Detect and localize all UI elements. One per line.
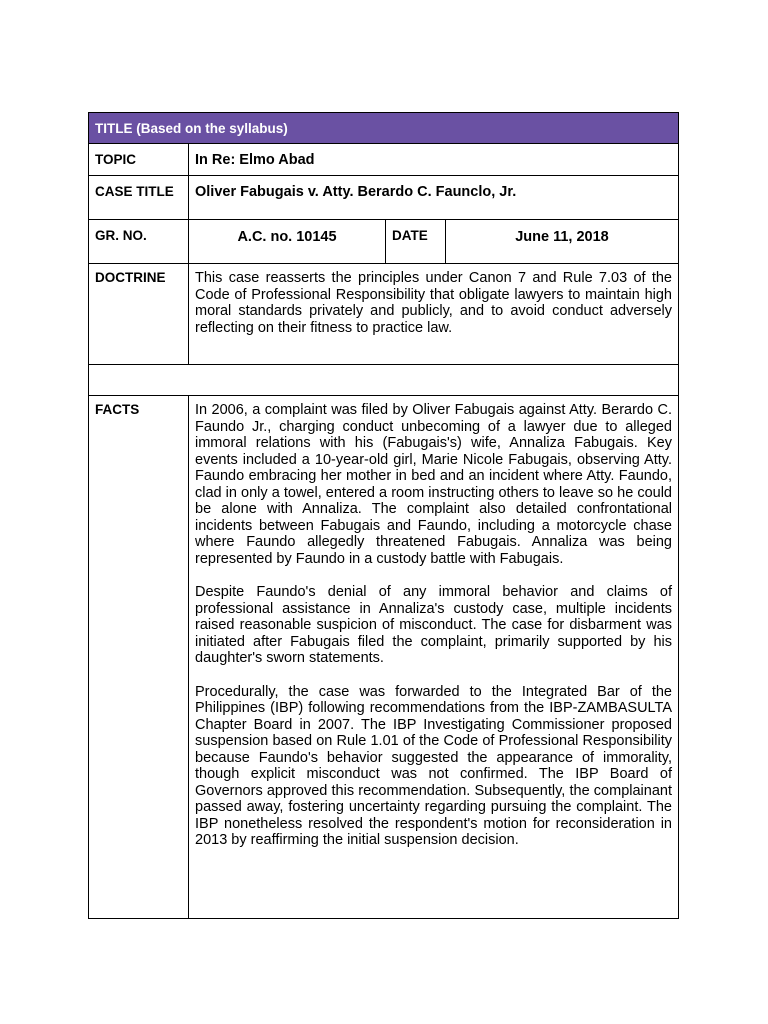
case-digest-table	[88, 112, 679, 919]
topic-row	[89, 144, 678, 176]
gr-label: GR. NO.	[89, 220, 189, 263]
table-title: TITLE (Based on the syllabus)	[95, 120, 288, 136]
facts-row	[89, 396, 678, 918]
spacer-row	[89, 365, 678, 396]
doctrine-text: This case reasserts the principles under Canon 7 and Rule 7.03 of the Code of Professional Responsibility that obligate lawyers to maintain high moral standards privately and publicly, and to avoid conduct adversely reflecting on their fitness to practice law.	[195, 270, 672, 336]
facts-paragraph-1: In 2006, a complaint was filed by Oliver Fabugais against Atty. Berardo C. Faundo Jr., charging conduct unbecoming of a lawyer due to alleged immoral relations with his (Fabugais's) wife, Annaliza Fabugais. Key events included a 10-year-old girl, Marie Nicole Fabugais, observing Atty. Faundo embracing her mother in bed and an incident where Atty. Faundo, clad in only a towel, entered a room instructing others to leave so he could be alone with Annaliza. The complaint also detailed confrontational incidents between Fabugais and Faundo, including a motorcycle chase where Faundo allegedly threatened Fabugais. Annaliza was being represented by Faundo in a custody battle with Fabugais.	[195, 402, 672, 567]
facts-body	[189, 396, 678, 918]
date-label: DATE	[386, 220, 446, 263]
title-row	[89, 113, 678, 144]
facts-label: FACTS	[89, 396, 189, 918]
doctrine-row	[89, 264, 678, 365]
date-value: June 11, 2018	[515, 229, 609, 245]
topic-value: In Re: Elmo Abad	[195, 152, 315, 168]
case-title-label: CASE TITLE	[89, 176, 189, 219]
doctrine-label: DOCTRINE	[89, 264, 189, 364]
topic-label: TOPIC	[89, 144, 189, 175]
case-title-value: Oliver Fabugais v. Atty. Berardo C. Faunclо, Jr.	[195, 184, 517, 200]
gr-value: A.C. no. 10145	[189, 220, 386, 263]
gr-row	[89, 220, 678, 264]
facts-paragraph-2: Despite Faundo's denial of any immoral behavior and claims of professional assistance in Annaliza's custody case, multiple incidents raised reasonable suspicion of misconduct. The case for disbarment was initiated after Fabugais filed the complaint, primarily supported by his daughter's sworn statements.	[195, 584, 672, 666]
facts-paragraph-3: Procedurally, the case was forwarded to the Integrated Bar of the Philippines (IBP) following recommendations from the IBP-ZAMBASULTA Chapter Board in 2007. The IBP Investigating Commissioner proposed suspension based on Rule 1.01 of the Code of Professional Responsibility because Faundo's behavior suggested the appearance of immorality, though explicit misconduct was not confirmed. The IBP Board of Governors approved this recommendation. Subsequently, the complainant passed away, fostering uncertainty regarding pursuing the complaint. The IBP nonetheless resolved the respondent's motion for reconsideration in 2013 by reaffirming the initial suspension decision.	[195, 683, 672, 848]
case-title-row	[89, 176, 678, 220]
